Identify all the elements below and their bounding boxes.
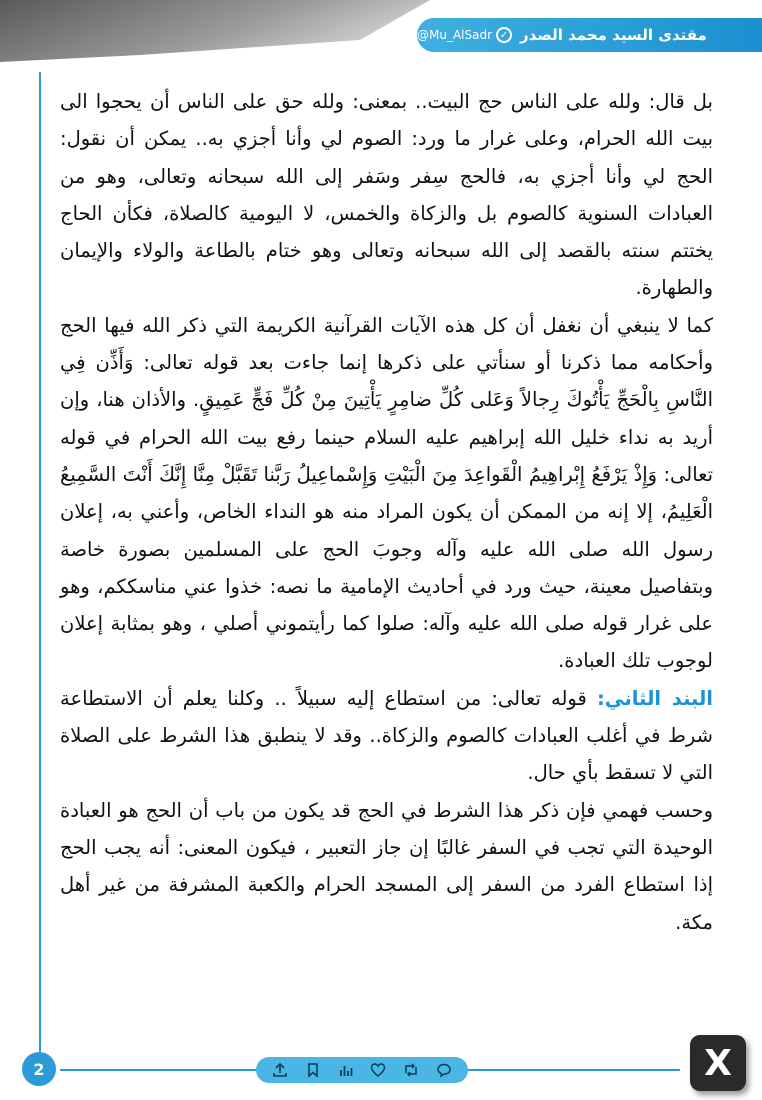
tweet-actions-toolbar: [256, 1057, 468, 1083]
author-header: [417, 18, 762, 52]
section-label: البند الثاني:: [596, 686, 713, 710]
bookmark-icon[interactable]: [304, 1061, 322, 1079]
article-body: [60, 83, 713, 941]
paragraph-2: كما لا ينبغي أن نغفل أن كل هذه الآيات القرآنية الكريمة التي ذكر الله فيها الحج وأحكامه مما ذكرنا أو سنأتي على ذكرها إنما جاءت بعد قوله تعالى: وَأَذِّن فِي النَّاسِ بِالْحَجِّ يَأْتُوكَ رِجالاً وَعَلى كُلِّ ضامِرٍ يَأْتِينَ مِنْ كُلِّ فَجٍّ عَمِيقٍ. والأذان هنا، وإن أريد به نداء خليل الله إبراهيم عليه السلام حينما رفع بيت الله الحرام في قوله تعالى: وَإِذْ يَرْفَعُ إِبْراهِيمُ الْقَواعِدَ مِنَ الْبَيْتِ وَإِسْماعِيلُ رَبَّنا تَقَبَّلْ مِنَّا إِنَّكَ أَنْتَ السَّمِيعُ الْعَلِيمُ، إلا إنه من الممكن أن يكون المراد منه هو النداء الخاص، وأعني به، إعلان رسول الله صلى الله عليه وآله وجوبَ الحج على المسلمين بصورة خاصة وبتفاصيل معينة، حيث ورد في أحاديث الإمامية ما نصه: خذوا عني مناسككم، وهو على غرار قوله صلى الله عليه وآله: صلوا كما رأيتموني أصلي ، وهو بمثابة إعلان لوجوب تلك العبادة.: [60, 313, 713, 673]
views-icon[interactable]: [337, 1061, 355, 1079]
author-handle[interactable]: @Mu_AlSadr: [417, 28, 493, 42]
share-icon[interactable]: [271, 1061, 289, 1079]
like-icon[interactable]: [369, 1061, 387, 1079]
paragraph-1: بل قال: ولله على الناس حج البيت.. بمعنى: ولله حق على الناس أن يحجوا الى بيت الله الحرام، وعلى غرار ما ورد: الصوم لي وأنا أجزي به.. يمكن أن نقول: الحج لي وأنا أجزي به، فالحج سِفر وسَفر إلى الله سبحانه وتعالى، وهو من العبادات السنوية كالصوم بل والزكاة والخمس، لا اليومية كالصلاة، فكأن الحاج يختتم سنته بالقصد إلى الله سبحانه وتعالى وهو ختام بالطاعة والولاء والإيمان والطهارة.: [60, 90, 713, 300]
author-name: مقتدى السيد محمد الصدر: [520, 26, 707, 44]
paragraph-3-text: قوله تعالى: من استطاع إليه سبيلاً .. وكلنا يعلم أن الاستطاعة شرط في أغلب العبادات كالصوم والزكاة.. وقد لا ينطبق هذا الشرط على الصلاة التي لا تسقط بأي حال.: [60, 686, 713, 785]
retweet-icon[interactable]: [402, 1061, 420, 1079]
verified-check-icon: ✓: [496, 27, 512, 43]
page-number: 2: [22, 1052, 56, 1086]
paragraph-4: وحسب فهمي فإن ذكر هذا الشرط في الحج قد يكون من باب أن الحج هو العبادة الوحيدة التي تجب في السفر غالبًا إن جاز التعبير ، فيكون المعنى: أنه يجب الحج إذا استطاع الفرد من السفر إلى المسجد الحرام والكعبة المشرفة من غير أهل مكة.: [60, 798, 713, 934]
left-rule: [39, 72, 41, 1052]
x-logo: X: [690, 1035, 746, 1091]
paragraph-3: [60, 680, 713, 792]
reply-icon[interactable]: [435, 1061, 453, 1079]
